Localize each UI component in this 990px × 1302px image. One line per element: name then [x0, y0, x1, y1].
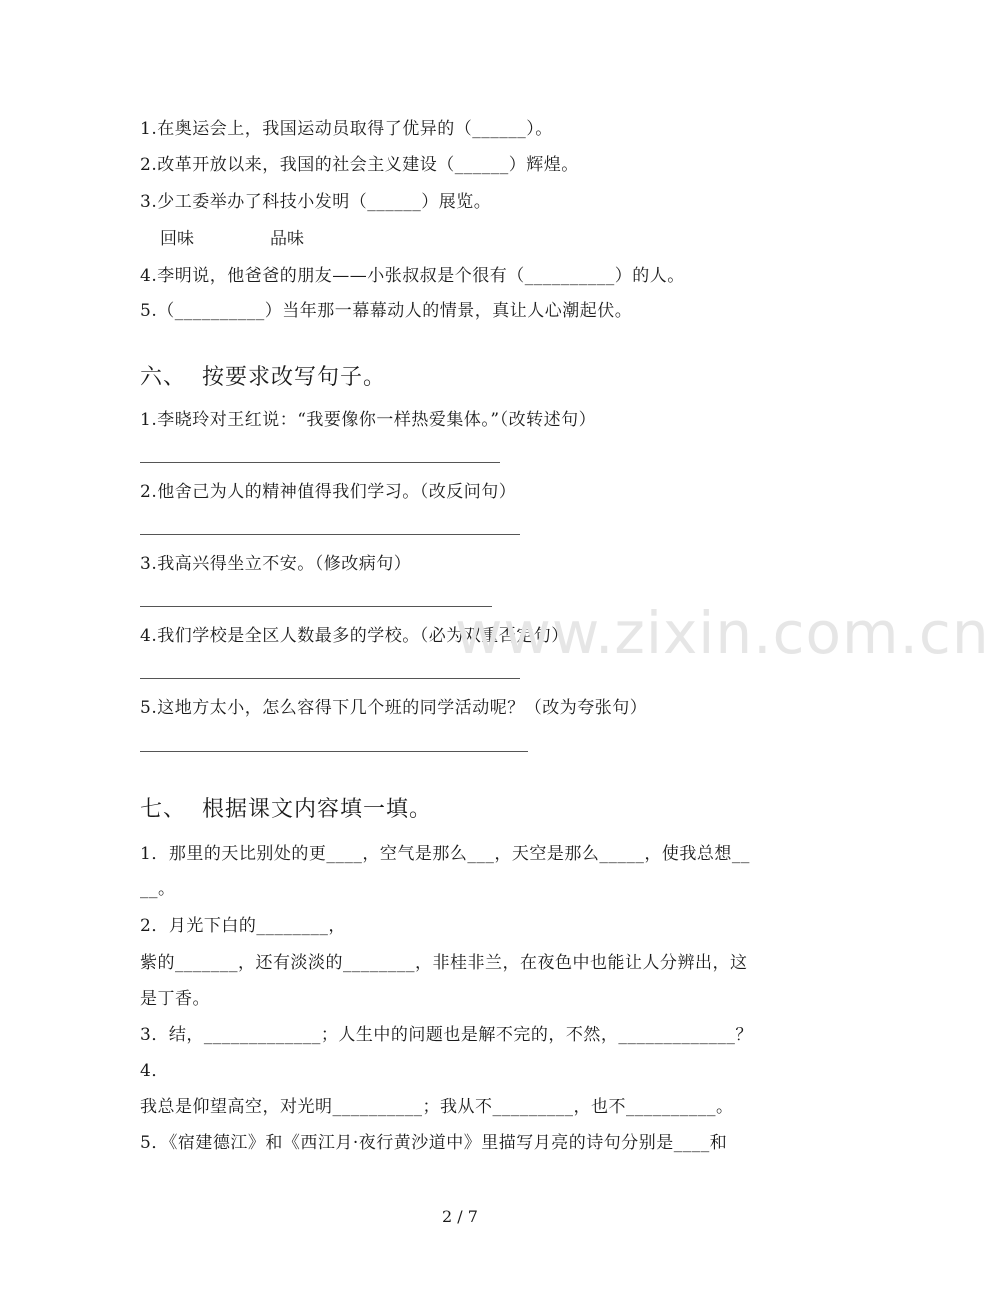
recall-line-5: 是丁香。	[140, 989, 210, 1009]
answer-line-2[interactable]	[140, 534, 520, 535]
rewrite-item-3: 3.我高兴得坐立不安。（修改病句）	[140, 554, 412, 574]
rewrite-item-5: 5.这地方太小，怎么容得下几个班的同学活动呢？（改为夸张句）	[140, 698, 648, 718]
recall-line-1: 1．那里的天比别处的更____，空气是那么___，天空是那么_____，使我总想__	[140, 844, 750, 864]
section-7-heading: 七、 根据课文内容填一填。	[140, 797, 432, 822]
rewrite-item-4: 4.我们学校是全区人数最多的学校。（必为双重否定句）	[140, 626, 569, 646]
rewrite-item-2: 2.他舍己为人的精神值得我们学习。（改反问句）	[140, 482, 517, 502]
section-6-heading: 六、 按要求改写句子。	[140, 365, 386, 390]
word-option-2: 品味	[270, 229, 304, 249]
rewrite-item-1: 1.李晓玲对王红说：“我要像你一样热爱集体。”（改转述句）	[140, 410, 597, 430]
answer-line-5[interactable]	[140, 751, 528, 752]
recall-line-3: 2．月光下白的________，	[140, 916, 346, 936]
answer-line-1[interactable]	[140, 462, 500, 463]
recall-line-9: 5．《宿建德江》和《西江月·夜行黄沙道中》里描写月亮的诗句分别是____和	[140, 1133, 728, 1153]
fill-in-item-2: 2.改革开放以来，我国的社会主义建设（______）辉煌。	[140, 155, 579, 175]
fill-in-item-4: 4.李明说，他爸爸的朋友——小张叔叔是个很有（__________）的人。	[140, 266, 685, 286]
watermark: www.zixin.com.cn	[455, 599, 990, 667]
page-number: 2 / 7	[442, 1207, 478, 1226]
recall-line-4: 紫的_______，还有淡淡的________，非桂非兰，在夜色中也能让人分辨出，这	[140, 953, 748, 973]
recall-line-6: 3．结，_____________；人生中的问题也是解不完的，不然，_____________？	[140, 1025, 753, 1045]
recall-line-2: __。	[140, 879, 176, 899]
fill-in-item-5: 5.（__________）当年那一幕幕动人的情景，真让人心潮起伏。	[140, 301, 633, 321]
word-option-1: 回味	[160, 229, 194, 249]
recall-line-7: 4．	[140, 1061, 169, 1081]
answer-line-3[interactable]	[140, 606, 492, 607]
fill-in-item-3: 3.少工委举办了科技小发明（______）展览。	[140, 192, 492, 212]
recall-line-8: 我总是仰望高空，对光明__________；我从不_________，也不__________。	[140, 1097, 734, 1117]
fill-in-item-1: 1.在奥运会上，我国运动员取得了优异的（______）。	[140, 119, 553, 139]
answer-line-4[interactable]	[140, 678, 520, 679]
